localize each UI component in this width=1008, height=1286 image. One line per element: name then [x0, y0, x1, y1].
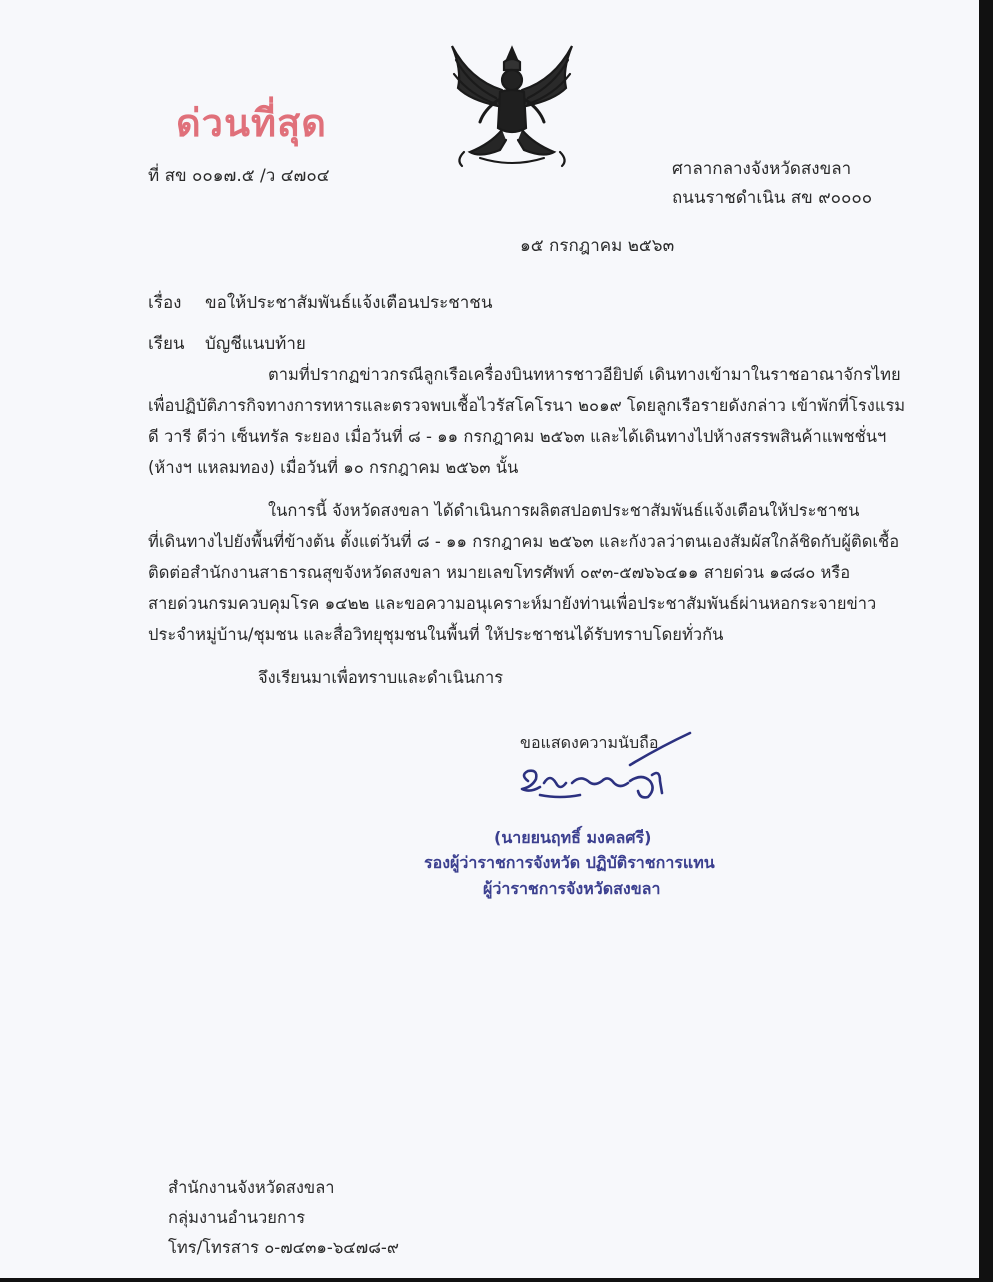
- body-p2-line: ในการนี้ จังหวัดสงขลา ได้ดำเนินการผลิตสปอตประชาสัมพันธ์แจ้งเตือนให้ประชาชน: [268, 501, 860, 520]
- body-p3-line: จึงเรียนมาเพื่อทราบและดำเนินการ: [258, 668, 504, 687]
- recipient-text: บัญชีแนบท้าย: [205, 334, 306, 354]
- document-number: ที่ สข ๐๐๑๗.๕ /ว ๔๗๐๔: [148, 166, 330, 186]
- letter-date: ๑๕ กรกฎาคม ๒๕๖๓: [520, 236, 675, 256]
- body-p2-line: ประจำหมู่บ้าน/ชุมชน และสื่อวิทยุชุมชนในพื้นที่ ให้ประชาชนได้รับทราบโดยทั่วกัน: [148, 625, 724, 644]
- closing-text: ขอแสดงความนับถือ: [520, 733, 659, 752]
- recipient-label: เรียน: [148, 334, 185, 354]
- body-p1-line: ดี วารี ดีว่า เซ็นทรัล ระยอง เมื่อวันที่ ๘ - ๑๑ กรกฎาคม ๒๕๖๓ และได้เดินทางไปห้างสรรพสินค้าแพชชั่นฯ: [148, 427, 887, 446]
- footer-phone: โทร/โทรสาร ๐-๗๔๓๑-๖๔๗๘-๙: [168, 1238, 399, 1257]
- signatory-name: (นายยนฤทธิ์ มงคลศรี): [494, 828, 652, 847]
- handwritten-signature: [510, 725, 710, 815]
- footer-division: กลุ่มงานอำนวยการ: [168, 1208, 306, 1227]
- body-p1-line: เพื่อปฏิบัติภารกิจทางการทหารและตรวจพบเชื้อไวรัสโคโรนา ๒๐๑๙ โดยลูกเรือรายดังกล่าว เข้าพักที่โรงแรม: [148, 396, 906, 415]
- body-p2-line: ที่เดินทางไปยังพื้นที่ข้างต้น ตั้งแต่วันที่ ๘ - ๑๑ กรกฎาคม ๒๕๖๓ และกังวลว่าตนเองสัมผัสใกล้ชิดกับผู้ติดเชื้อ: [148, 532, 900, 551]
- sender-address-line1: ศาลากลางจังหวัดสงขลา: [672, 159, 852, 179]
- subject-label: เรื่อง: [148, 293, 182, 313]
- body-p2-line: สายด่วนกรมควบคุมโรค ๑๔๒๒ และขอความอนุเคราะห์มายังท่านเพื่อประชาสัมพันธ์ผ่านหอกระจายข่าว: [148, 594, 877, 613]
- urgency-stamp: ด่วนที่สุด: [176, 101, 327, 145]
- body-p2-line: ติดต่อสำนักงานสาธารณสุขจังหวัดสงขลา หมายเลขโทรศัพท์ ๐๙๓-๕๗๖๖๔๑๑ สายด่วน ๑๘๘๐ หรือ: [148, 563, 851, 582]
- body-p1-line: ตามที่ปรากฏข่าวกรณีลูกเรือเครื่องบินทหารชาวอียิปต์ เดินทางเข้ามาในราชอาณาจักรไทย: [268, 365, 901, 384]
- body-p1-line: (ห้างฯ แหลมทอง) เมื่อวันที่ ๑๐ กรกฎาคม ๒๕๖๓ นั้น: [148, 458, 519, 477]
- footer-office: สำนักงานจังหวัดสงขลา: [168, 1178, 335, 1197]
- sender-address-line2: ถนนราชดำเนิน สข ๙๐๐๐๐: [672, 188, 873, 208]
- garuda-emblem-icon: [440, 40, 585, 170]
- signatory-position: รองผู้ว่าราชการจังหวัด ปฏิบัติราชการแทน: [424, 853, 715, 872]
- subject-text: ขอให้ประชาสัมพันธ์แจ้งเตือนประชาชน: [205, 293, 493, 313]
- signatory-position: ผู้ว่าราชการจังหวัดสงขลา: [483, 879, 661, 898]
